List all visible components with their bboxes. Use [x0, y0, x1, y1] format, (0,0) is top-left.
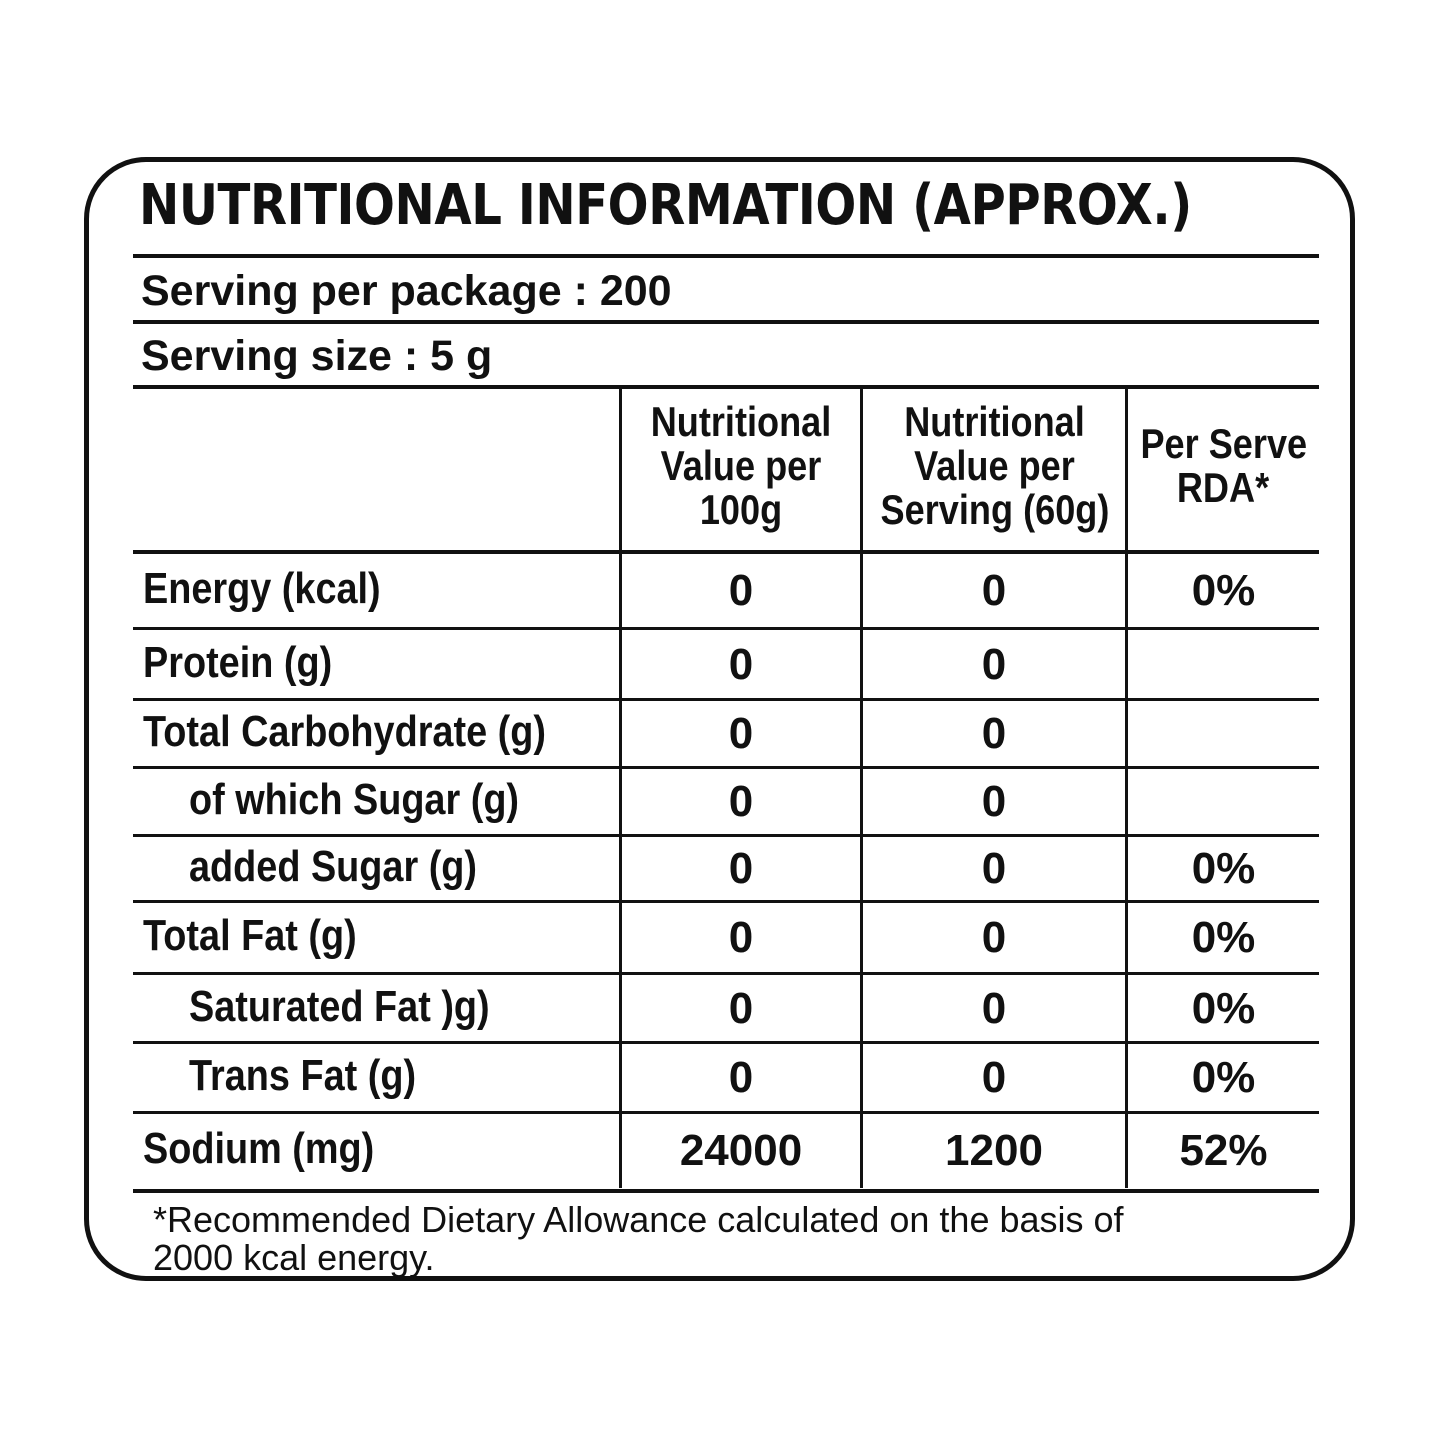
divider [133, 320, 1319, 324]
value-rda: 52% [1179, 1126, 1268, 1175]
nutrient-label: Saturated Fat )g) [189, 981, 490, 1031]
nutrient-label: added Sugar (g) [189, 842, 478, 891]
column-divider [860, 388, 863, 1188]
column-header-rda [1127, 422, 1319, 510]
row-divider [133, 834, 1319, 837]
value-per-100g: 0 [728, 913, 754, 962]
row-divider [133, 1041, 1319, 1044]
column-header-line: RDA* [1176, 464, 1270, 511]
row-divider [133, 1111, 1319, 1114]
column-header-line: Value per [914, 442, 1075, 489]
value-per-serving: 0 [981, 1053, 1007, 1102]
value-per-100g: 0 [728, 983, 754, 1033]
column-divider [619, 388, 622, 1188]
row-divider [133, 766, 1319, 769]
divider [133, 550, 1319, 554]
value-rda: 0% [1191, 913, 1256, 962]
nutrient-label: Trans Fat (g) [189, 1051, 417, 1100]
value-per-100g: 0 [728, 1053, 754, 1102]
value-per-100g: 0 [728, 639, 754, 689]
nutrient-label: Total Carbohydrate (g) [143, 707, 546, 756]
row-divider [133, 972, 1319, 975]
value-rda: 0% [1191, 844, 1256, 893]
value-per-serving: 0 [981, 709, 1007, 758]
footnote-line: 2000 kcal energy. [153, 1237, 435, 1278]
row-divider [133, 698, 1319, 701]
nutrient-label: Total Fat (g) [143, 911, 357, 960]
value-per-serving: 0 [981, 844, 1007, 893]
column-header-line: Nutritional [650, 398, 832, 445]
value-rda: 0% [1191, 1053, 1256, 1102]
value-per-serving: 0 [981, 777, 1007, 826]
value-per-serving: 0 [981, 639, 1007, 689]
serving-per-package: Serving per package : 200 [141, 267, 672, 315]
value-per-100g: 0 [728, 566, 754, 615]
divider [133, 254, 1319, 258]
value-rda: 0% [1191, 983, 1256, 1033]
column-header-per-serving [862, 400, 1127, 532]
nutrient-label: Protein (g) [143, 637, 333, 687]
value-per-100g: 24000 [679, 1126, 803, 1175]
value-per-100g: 0 [728, 844, 754, 893]
column-header-line: Per Serve [1140, 420, 1308, 467]
value-per-serving: 0 [981, 913, 1007, 962]
serving-size: Serving size : 5 g [141, 332, 493, 380]
footnote-line: *Recommended Dietary Allowance calculated on the basis of [153, 1199, 1124, 1240]
column-header-line: Value per [660, 442, 822, 489]
row-divider [133, 627, 1319, 630]
column-header-line: Serving (60g) [880, 486, 1110, 533]
value-per-serving: 0 [981, 566, 1007, 615]
divider [133, 1189, 1319, 1193]
nutrient-label: Energy (kcal) [143, 564, 381, 613]
value-per-serving: 0 [981, 983, 1007, 1033]
label-title: NUTRITIONAL INFORMATION (APPROX.) [139, 173, 1192, 238]
nutrient-label: of which Sugar (g) [189, 775, 520, 824]
column-divider [1125, 388, 1128, 1188]
column-header-per-100g [620, 400, 862, 532]
column-header-line: Nutritional [904, 398, 1085, 445]
value-per-serving: 1200 [945, 1126, 1043, 1175]
value-per-100g: 0 [728, 709, 754, 758]
value-per-100g: 0 [728, 777, 754, 826]
value-rda: 0% [1191, 566, 1256, 615]
nutrient-label: Sodium (mg) [143, 1124, 375, 1173]
column-header-line: 100g [699, 486, 783, 533]
divider [133, 385, 1319, 389]
row-divider [133, 900, 1319, 903]
